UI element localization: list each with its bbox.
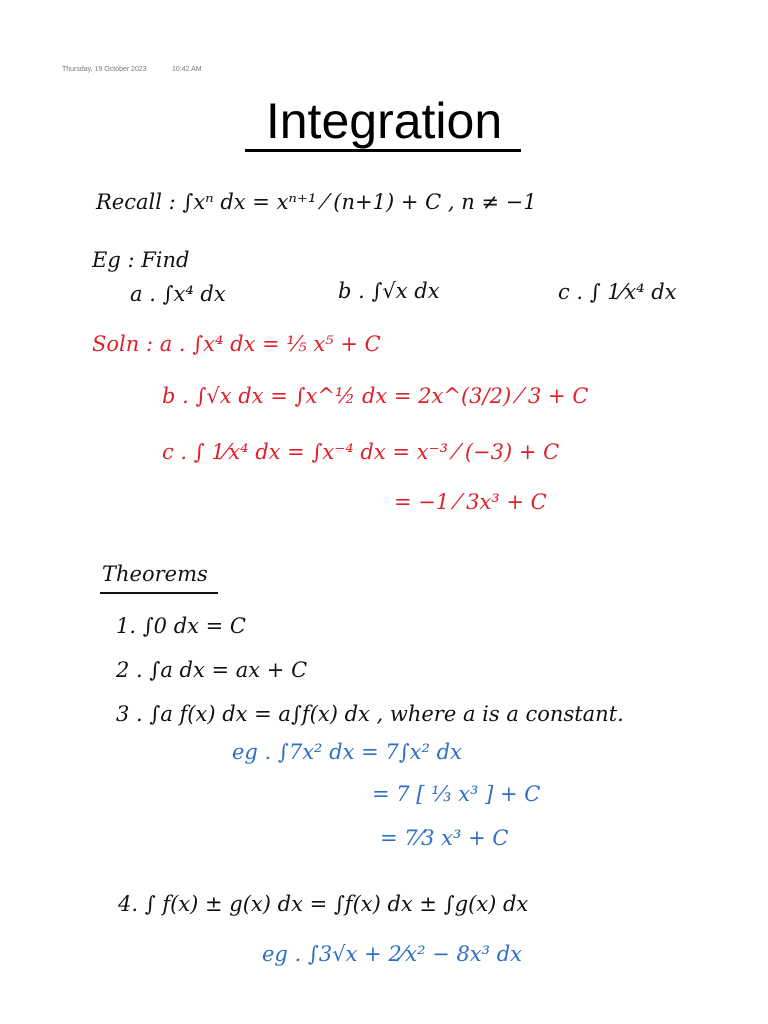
theorem-3-example-line-1: eg . ∫7x² dx = 7∫x² dx [232, 740, 462, 764]
solution-c-simplified: = −1 ⁄ 3x³ + C [394, 490, 547, 514]
example-heading: Eg : Find [92, 248, 190, 272]
note-date: Thursday, 19 October 2023 [62, 66, 147, 73]
solution-b: b . ∫√x dx = ∫x^½ dx = 2x^(3/2) ⁄ 3 + C [162, 384, 589, 408]
solution-c: c . ∫ 1⁄x⁴ dx = ∫x⁻⁴ dx = x⁻³ ⁄ (−3) + C [162, 440, 560, 464]
theorem-3: 3 . ∫a f(x) dx = a∫f(x) dx , where a is a constant. [116, 702, 624, 726]
theorems-heading: Theorems [102, 562, 208, 586]
theorem-3-example-line-3: = 7⁄3 x³ + C [380, 826, 509, 850]
theorem-3-example-line-2: = 7 [ ⅓ x³ ] + C [372, 782, 541, 806]
example-c: c . ∫ 1⁄x⁴ dx [558, 280, 677, 304]
page-title: Integration [265, 93, 503, 149]
solution-a: Soln : a . ∫x⁴ dx = ⅕ x⁵ + C [92, 332, 381, 356]
theorem-4: 4. ∫ f(x) ± g(x) dx = ∫f(x) dx ± ∫g(x) dx [118, 892, 529, 916]
theorem-1: 1. ∫0 dx = C [116, 614, 246, 638]
note-time: 10:42 AM [172, 66, 202, 73]
recall-formula: Recall : ∫xⁿ dx = xⁿ⁺¹ ⁄ (n+1) + C , n ≠ −1 [96, 190, 537, 214]
theorem-4-example: eg . ∫3√x + 2⁄x² − 8x³ dx [262, 942, 523, 966]
example-a: a . ∫x⁴ dx [130, 282, 226, 306]
theorem-2: 2 . ∫a dx = ax + C [116, 658, 308, 682]
title-underline [245, 149, 521, 152]
theorems-underline [100, 592, 218, 594]
example-b: b . ∫√x dx [338, 279, 440, 303]
